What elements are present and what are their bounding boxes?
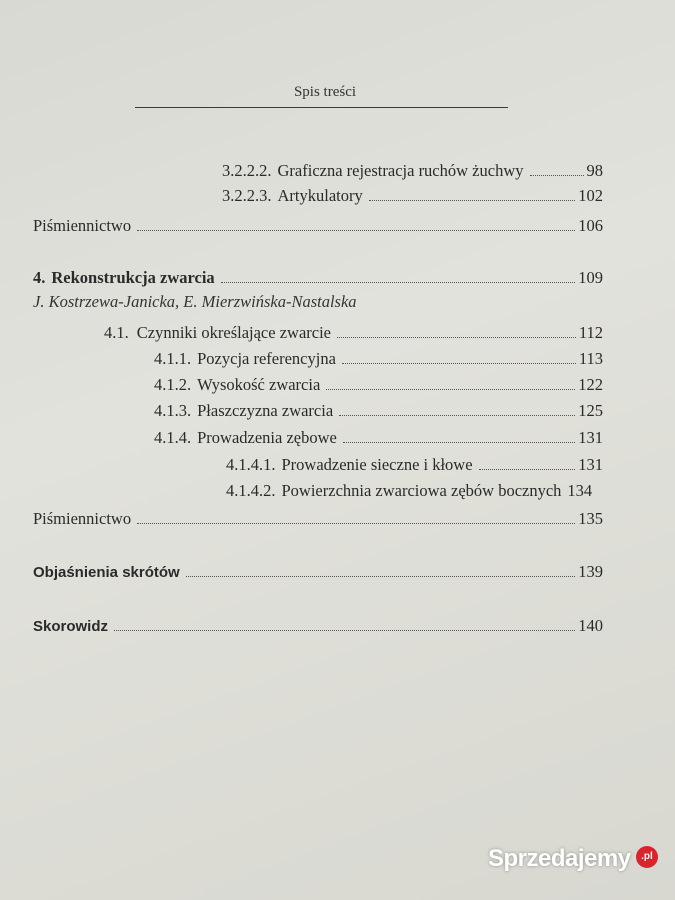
toc-entry-title: Płaszczyzna zwarcia [197,401,334,420]
toc-entry-title: Prowadzenie sieczne i kłowe [281,455,473,474]
toc-leader-dots [530,175,584,176]
toc-entry-number: 4. [33,268,46,287]
toc-entry-number: 4.1.2. [154,375,192,394]
toc-entry-title: Skorowidz [33,618,109,635]
toc-entry-4-1 [104,322,603,344]
toc-leader-dots [479,469,576,470]
toc-entry-number: 4.1. [104,323,129,342]
toc-entry-4-1-4-1 [226,454,603,476]
toc-entry-4-1-3 [154,400,603,422]
toc-entry-title: Powierzchnia zwarciowa zębów bocznych [281,481,562,500]
toc-leader-dots [342,363,576,364]
toc-entry-number: 4.1.4.2. [226,481,276,500]
toc-entry-number: 3.2.2.2. [222,161,272,180]
toc-entry-4-1-1 [154,348,603,370]
header-rule [135,107,508,108]
toc-entry-page: 140 [578,616,603,635]
toc-entry-title: Prowadzenia zębowe [197,428,337,447]
toc-entry-page: 139 [578,562,603,581]
toc-entry-number: 4.1.3. [154,401,192,420]
toc-leader-dots [337,337,576,338]
toc-entry-page: 113 [578,349,603,368]
toc-leader-dots [326,389,575,390]
toc-entry-title: Pozycja referencyjna [197,349,336,368]
toc-entry-4-1-2 [154,374,603,396]
toc-entry-title: Czynniki określające zwarcie [136,323,331,342]
toc-entry-number: 4.1.1. [154,349,192,368]
toc-entry-page: 98 [586,161,603,180]
toc-entry-title: Piśmiennictwo [33,216,132,235]
toc-entry-page: 106 [578,216,603,235]
toc-entry-number: 4.1.4. [154,428,192,447]
toc-entry-number: 4.1.4.1. [226,455,276,474]
toc-leader-dots [339,415,575,416]
watermark-badge: .pl [636,846,658,868]
toc-entry-index [33,615,603,637]
toc-leader-dots [137,230,575,231]
toc-entry-page: 125 [578,401,603,420]
toc-leader-dots [186,576,576,577]
toc-entry-4-1-4 [154,427,603,449]
toc-entry-references-2 [33,508,603,530]
toc-entry-title: Piśmiennictwo [33,509,132,528]
chapter-authors: J. Kostrzewa-Janicka, E. Mierzwińska-Nastalska [33,292,357,311]
toc-leader-dots [114,630,575,631]
toc-entry-page: 131 [578,455,603,474]
page-header-title: Spis treści [293,84,357,100]
toc-entry-references-1 [33,215,603,237]
toc-entry-page: 109 [578,268,603,287]
watermark-text: Sprzedajemy [488,845,631,872]
toc-leader-dots [137,523,575,524]
toc-entry-page: 134 [567,481,593,500]
toc-entry-number: 3.2.2.3. [222,186,272,205]
toc-entry-page: 112 [578,323,603,342]
toc-entry-abbreviations [33,561,603,583]
toc-entry-page: 102 [578,186,603,205]
toc-entry-4-1-4-2 [226,480,606,502]
toc-leader-dots [343,442,575,443]
toc-leader-dots [369,200,576,201]
toc-entry-title: Graficzna rejestracja ruchów żuchwy [277,161,524,180]
toc-entry-3-2-2-2 [222,160,603,182]
toc-entry-title: Rekonstrukcja zwarcia [51,268,215,287]
toc-entry-title: Objaśnienia skrótów [33,564,180,581]
toc-entry-3-2-2-3 [222,185,603,207]
toc-entry-title: Artykulatory [277,186,363,205]
toc-entry-page: 135 [578,509,603,528]
toc-entry-chapter-4 [33,267,603,289]
toc-leader-dots [221,282,576,283]
toc-entry-title: Wysokość zwarcia [197,375,321,394]
toc-entry-page: 131 [578,428,603,447]
toc-entry-page: 122 [578,375,603,394]
